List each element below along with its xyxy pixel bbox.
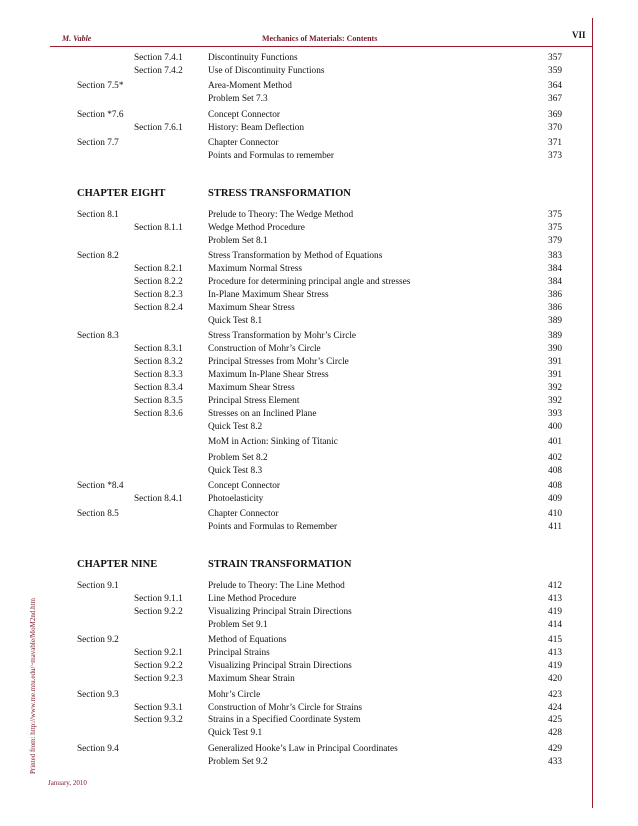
page-number-cell: 401 xyxy=(548,437,562,448)
page-number-cell: 410 xyxy=(548,509,562,520)
page-number-cell: 402 xyxy=(548,452,562,463)
entry-title: Method of Equations xyxy=(208,635,287,646)
subsection-number: Section 8.3.6 xyxy=(134,408,183,419)
toc-row xyxy=(0,382,638,395)
page-number-cell: 428 xyxy=(548,728,562,739)
entry-title: Principal Strains xyxy=(208,648,270,659)
toc-row xyxy=(0,634,638,647)
subsection-number: Section 9.3.2 xyxy=(134,715,183,726)
page-number-cell: 424 xyxy=(548,702,562,713)
subsection-number: Section 9.2.2 xyxy=(134,607,183,617)
page-number-cell: 373 xyxy=(548,151,562,162)
section-number: Section 7.5* xyxy=(77,81,124,92)
subsection-number: Section 8.3.2 xyxy=(134,357,183,368)
toc-row xyxy=(0,743,638,756)
page-number-cell: 375 xyxy=(548,222,562,233)
page-number-cell: 411 xyxy=(548,522,562,533)
entry-title: MoM in Action: Sinking of Titanic xyxy=(208,437,338,448)
header-title: Mechanics of Materials: Contents xyxy=(262,34,378,43)
subsection-number: Section 9.2.2 xyxy=(134,661,183,672)
toc-row xyxy=(0,465,638,478)
chapter-label: CHAPTER EIGHT xyxy=(77,188,166,199)
toc-row xyxy=(0,369,638,382)
page-number-cell: 357 xyxy=(548,53,562,63)
section-number: Section 8.5 xyxy=(77,509,119,520)
toc-row xyxy=(0,80,638,93)
subsection-number: Section 8.2.4 xyxy=(134,302,183,313)
entry-title: Discontinuity Functions xyxy=(208,53,298,63)
header-rule xyxy=(50,46,592,47)
toc-row xyxy=(0,756,638,769)
entry-title: Construction of Mohr’s Circle for Strains xyxy=(208,702,362,713)
section-number: Section 9.4 xyxy=(77,743,119,754)
subsection-number: Section 8.3.5 xyxy=(134,395,183,406)
page-number-cell: 408 xyxy=(548,465,562,476)
entry-title: Maximum Normal Stress xyxy=(208,264,302,275)
page-number-cell: 386 xyxy=(548,290,562,300)
section-number: Section 8.1 xyxy=(77,210,119,220)
entry-title: Photoelasticity xyxy=(208,493,264,504)
page-number-cell: 414 xyxy=(548,619,562,630)
subsection-number: Section 9.3.1 xyxy=(134,702,183,713)
toc-row xyxy=(0,65,638,78)
entry-title: Line Method Procedure xyxy=(208,594,297,605)
entry-title: Quick Test 8.1 xyxy=(208,315,263,326)
entry-title: Maximum Shear Stress xyxy=(208,382,295,393)
section-number: Section 8.2 xyxy=(77,251,119,262)
page-number-cell: 390 xyxy=(548,344,562,355)
chapter-heading xyxy=(0,558,638,571)
entry-title: Problem Set 9.1 xyxy=(208,619,268,630)
entry-title: Area-Moment Method xyxy=(208,81,292,92)
page-number-cell: 392 xyxy=(548,395,562,406)
toc-row xyxy=(0,660,638,673)
entry-title: Mohr’s Circle xyxy=(208,689,261,700)
page-number-cell: 379 xyxy=(548,235,562,246)
page-number-cell: 408 xyxy=(548,481,562,491)
subsection-number: Section 9.2.1 xyxy=(134,648,183,659)
section-number: Section 8.3 xyxy=(77,331,119,342)
entry-title: Points and Formulas to Remember xyxy=(208,522,338,533)
entry-title: Principal Stress Element xyxy=(208,395,300,406)
subsection-number: Section 8.2.3 xyxy=(134,290,183,300)
toc-row xyxy=(0,343,638,356)
page-number-cell: 419 xyxy=(548,661,562,672)
entry-title: Quick Test 8.3 xyxy=(208,465,263,476)
subsection-number: Section 8.3.3 xyxy=(134,370,183,380)
entry-title: History: Beam Deflection xyxy=(208,122,305,133)
toc-row xyxy=(0,93,638,106)
toc-row xyxy=(0,263,638,276)
page-number-cell: 400 xyxy=(548,421,562,432)
subsection-number: Section 8.2.1 xyxy=(134,264,183,275)
page-number-cell: 375 xyxy=(548,210,562,220)
toc-row xyxy=(0,606,638,619)
section-number: Section *7.6 xyxy=(77,109,124,120)
page-number-cell: 393 xyxy=(548,408,562,419)
entry-title: Wedge Method Procedure xyxy=(208,222,305,233)
entry-title: Quick Test 9.1 xyxy=(208,728,263,739)
subsection-number: Section 8.3.1 xyxy=(134,344,183,355)
entry-title: Construction of Mohr’s Circle xyxy=(208,344,321,355)
toc-row xyxy=(0,395,638,408)
page-number-cell: 384 xyxy=(548,264,562,275)
sidebar-source-text: Printed from: http://www.me.mtu.edu/~mavable/MoM2nd.htm xyxy=(29,598,37,774)
toc-row xyxy=(0,521,638,534)
subsection-number: Section 9.2.3 xyxy=(134,674,183,685)
entry-title: Chapter Connector xyxy=(208,509,279,520)
toc-row xyxy=(0,647,638,660)
toc-row xyxy=(0,480,638,493)
page-number-cell: 391 xyxy=(548,357,562,368)
entry-title: Maximum Shear Stress xyxy=(208,302,295,313)
page-number-cell: 413 xyxy=(548,594,562,605)
toc-row xyxy=(0,619,638,632)
page-number: VII xyxy=(572,30,586,40)
entry-title: Generalized Hooke’s Law in Principal Coordinates xyxy=(208,743,398,754)
toc-row xyxy=(0,150,638,163)
page-number-cell: 389 xyxy=(548,315,562,326)
page-number-cell: 370 xyxy=(548,122,562,133)
section-number: Section 9.1 xyxy=(77,581,119,592)
page-number-cell: 419 xyxy=(548,607,562,617)
toc-row xyxy=(0,580,638,593)
toc-row xyxy=(0,122,638,135)
entry-title: Concept Connector xyxy=(208,481,281,491)
chapter-label: CHAPTER NINE xyxy=(77,559,158,571)
chapter-title: STRESS TRANSFORMATION xyxy=(208,188,351,199)
page-number-cell: 409 xyxy=(548,493,562,504)
entry-title: In-Plane Maximum Shear Stress xyxy=(208,290,329,300)
entry-title: Strains in a Specified Coordinate System xyxy=(208,715,361,726)
toc-row xyxy=(0,714,638,727)
toc-row xyxy=(0,276,638,289)
entry-title: Quick Test 8.2 xyxy=(208,421,263,432)
page-number-cell: 371 xyxy=(548,138,562,149)
toc-row xyxy=(0,137,638,150)
entry-title: Maximum In-Plane Shear Stress xyxy=(208,370,329,380)
page-number-cell: 412 xyxy=(548,581,562,592)
chapter-heading xyxy=(0,187,638,200)
toc-row xyxy=(0,109,638,122)
header-author: M. Vable xyxy=(62,34,92,43)
entry-title: Problem Set 7.3 xyxy=(208,94,268,105)
entry-title: Points and Formulas to remember xyxy=(208,151,335,162)
toc-row xyxy=(0,289,638,302)
toc-row xyxy=(0,315,638,328)
entry-title: Problem Set 8.2 xyxy=(208,452,268,463)
toc-row xyxy=(0,452,638,465)
chapter-title: STRAIN TRANSFORMATION xyxy=(208,559,352,571)
toc-row xyxy=(0,689,638,702)
subsection-number: Section 8.1.1 xyxy=(134,222,183,233)
entry-title: Visualizing Principal Strain Directions xyxy=(208,607,352,617)
toc-row xyxy=(0,493,638,506)
page-number-cell: 425 xyxy=(548,715,562,726)
entry-title: Concept Connector xyxy=(208,109,281,120)
toc-row xyxy=(0,250,638,263)
toc-row xyxy=(0,356,638,369)
entry-title: Use of Discontinuity Functions xyxy=(208,65,325,76)
toc-row xyxy=(0,702,638,715)
toc-row xyxy=(0,508,638,521)
entry-title: Stress Transformation by Method of Equations xyxy=(208,251,383,262)
page-number-cell: 420 xyxy=(548,674,562,685)
toc-row xyxy=(0,727,638,740)
subsection-number: Section 8.3.4 xyxy=(134,382,183,393)
section-number: Section 9.3 xyxy=(77,689,119,700)
entry-title: Visualizing Principal Strain Directions xyxy=(208,661,352,672)
toc-row xyxy=(0,436,638,449)
subsection-number: Section 7.4.1 xyxy=(134,53,183,63)
page-number-cell: 429 xyxy=(548,743,562,754)
toc-row xyxy=(0,673,638,686)
subsection-number: Section 8.4.1 xyxy=(134,493,183,504)
subsection-number: Section 9.1.1 xyxy=(134,594,183,605)
entry-title: Stresses on an Inclined Plane xyxy=(208,408,317,419)
entry-title: Problem Set 9.2 xyxy=(208,756,268,767)
page-number-cell: 389 xyxy=(548,331,562,342)
section-number: Section 9.2 xyxy=(77,635,119,646)
footer-date: January, 2010 xyxy=(48,779,87,787)
page-number-cell: 383 xyxy=(548,251,562,262)
entry-title: Problem Set 8.1 xyxy=(208,235,268,246)
page-number-cell: 392 xyxy=(548,382,562,393)
page-number-cell: 364 xyxy=(548,81,562,92)
entry-title: Prelude to Theory: The Wedge Method xyxy=(208,210,354,220)
entry-title: Chapter Connector xyxy=(208,138,279,149)
toc-row xyxy=(0,52,638,65)
entry-title: Procedure for determining principal angle and stresses xyxy=(208,277,411,288)
toc-row xyxy=(0,235,638,248)
toc-row xyxy=(0,302,638,315)
page-number-cell: 367 xyxy=(548,94,562,105)
page-number-cell: 369 xyxy=(548,109,562,120)
section-number: Section *8.4 xyxy=(77,481,124,491)
page-number-cell: 391 xyxy=(548,370,562,380)
page-number-cell: 359 xyxy=(548,65,562,76)
page-number-cell: 386 xyxy=(548,302,562,313)
entry-title: Prelude to Theory: The Line Method xyxy=(208,581,345,592)
toc-row xyxy=(0,593,638,606)
section-number: Section 7.7 xyxy=(77,138,119,149)
toc-row xyxy=(0,421,638,434)
page-number-cell: 413 xyxy=(548,648,562,659)
toc-row xyxy=(0,222,638,235)
toc-row xyxy=(0,408,638,421)
subsection-number: Section 8.2.2 xyxy=(134,277,183,288)
entry-title: Principal Stresses from Mohr’s Circle xyxy=(208,357,349,368)
page-number-cell: 384 xyxy=(548,277,562,288)
toc-row xyxy=(0,330,638,343)
entry-title: Maximum Shear Strain xyxy=(208,674,295,685)
entry-title: Stress Transformation by Mohr’s Circle xyxy=(208,331,357,342)
subsection-number: Section 7.6.1 xyxy=(134,122,183,133)
toc-row xyxy=(0,209,638,222)
page-number-cell: 415 xyxy=(548,635,562,646)
page-number-cell: 433 xyxy=(548,756,562,767)
page-number-cell: 423 xyxy=(548,689,562,700)
subsection-number: Section 7.4.2 xyxy=(134,65,183,76)
